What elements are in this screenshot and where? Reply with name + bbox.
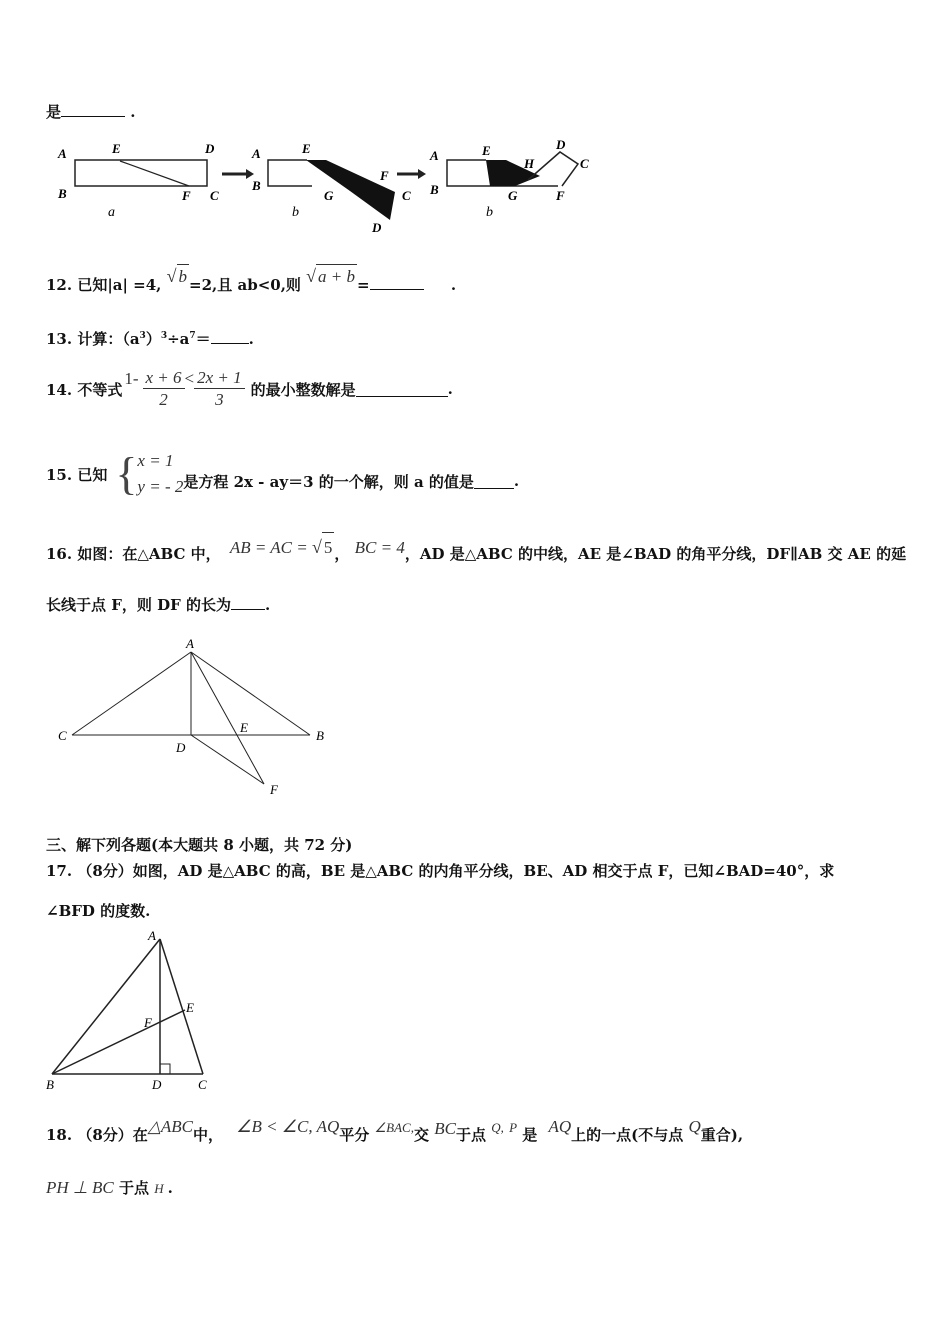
q18-point-h: H [154, 1181, 164, 1196]
q16-comma: ， [334, 545, 350, 563]
q18-condition: ∠B < ∠C, AQ [236, 1117, 340, 1136]
q18-prefix: 18. （8分）在 [46, 1126, 148, 1144]
q12-eq: = [357, 276, 370, 294]
question-16-line2 [46, 594, 270, 615]
caption-b: b [292, 205, 299, 220]
label-a-E: E [112, 141, 121, 156]
seg-AB [52, 939, 160, 1074]
fig17-label-D: D [152, 1077, 162, 1092]
q16-expr-ab-ac: AB = AC = √ 5 [230, 538, 335, 557]
q14-one: 1- [124, 369, 139, 388]
figure-17 [40, 924, 230, 1092]
answer-blank [231, 595, 265, 610]
fig17-label-A: A [148, 928, 156, 943]
q13-exp: 3 [139, 331, 146, 341]
label-b-A: A [252, 146, 261, 161]
q18-rest: 上的一点(不与点 [571, 1126, 684, 1144]
right-angle-mark [160, 1064, 170, 1074]
q15-prefix: 15. 已知 [46, 465, 108, 484]
q18-aq: AQ [548, 1117, 572, 1136]
question-12 [46, 266, 457, 297]
q14-frac1-den: 2 [159, 389, 168, 409]
q13-close: ） [145, 330, 161, 348]
question-17-line2: ∠BFD 的度数. [46, 902, 151, 920]
q12-prefix: 12. 已知|a| =4, [46, 276, 162, 294]
q16-sqrt-5: 5 [322, 532, 335, 563]
answer-blank [474, 474, 514, 489]
q18-point-q2: Q [688, 1117, 701, 1136]
q12-radicand-ab: a + b [316, 264, 357, 289]
q18-chonghe: 重合), [700, 1126, 744, 1144]
label-a-F: F [182, 188, 191, 203]
question-18-line2 [46, 1176, 173, 1201]
fold-line-a [120, 161, 189, 186]
label-c-H: H [524, 156, 535, 171]
fig17-label-B: B [46, 1077, 54, 1092]
answer-blank [370, 275, 424, 290]
top-line-text: 是 [46, 103, 62, 121]
question-17-line1: 17. （8分）如图，AD 是△ABC 的高，BE 是△ABC 的内角平分线，BE、AD 相交于点 F，已知∠BAD=40°，求 [46, 862, 835, 880]
seg-AC [72, 652, 191, 735]
fig17-label-F: F [144, 1015, 152, 1030]
q16-prefix: 16. 如图：在△ABC 中， [46, 545, 221, 563]
q18-pingfen: 平分 [339, 1126, 370, 1144]
rect-b [268, 160, 312, 186]
q14-prefix: 14. 不等式 [46, 380, 123, 399]
period: . [130, 103, 136, 121]
caption-a: a [108, 205, 115, 220]
period: . [447, 380, 453, 398]
label-b-F: F [380, 168, 389, 183]
question-15 [46, 446, 519, 502]
q12-mid: =2,且 ab<0,则 [189, 276, 301, 294]
answer-blank [356, 382, 448, 397]
q16-expr-bc: BC = 4 [354, 538, 405, 557]
seg-DF [191, 735, 264, 784]
rect-a [75, 160, 207, 186]
period: . [167, 1179, 173, 1197]
period: . [450, 276, 457, 294]
label-c-F: F [556, 188, 565, 203]
q18-angle-bac: ∠BAC, [374, 1120, 414, 1135]
q15-system [137, 448, 183, 500]
q18-triangle: △ABC [147, 1117, 193, 1136]
fig17-label-C: C [198, 1077, 207, 1092]
question-14 [46, 364, 453, 414]
q15-row2: y = - 2 [137, 477, 184, 496]
q14-frac2-num: 2x + 1 [194, 368, 245, 389]
q18-yudian: 于点 [455, 1126, 486, 1144]
arrow-2-head [418, 169, 426, 179]
fig16-label-D: D [176, 740, 186, 755]
fig16-label-B: B [316, 728, 324, 743]
label-a-C: C [210, 188, 219, 203]
question-13 [46, 328, 254, 349]
fig16-label-C: C [58, 728, 67, 743]
q13-prefix: 13. 计算：（a [46, 330, 140, 348]
q18-yudian2: 于点 [118, 1179, 149, 1197]
fig16-label-E: E [240, 720, 248, 735]
period: . [248, 330, 254, 348]
caption-c: b [486, 205, 493, 220]
label-c-E: E [482, 143, 491, 158]
q14-fraction-2 [194, 368, 245, 411]
q12-radicand-b: b [177, 264, 190, 289]
q12-sqrt-b: √ b [167, 267, 189, 286]
q15-suffix: 是方程 2x - ay＝3 的一个解，则 a 的值是 [183, 472, 474, 491]
q12-sqrt-ab: √ a + b [306, 267, 357, 286]
q16-m1: AB = AC = [229, 538, 312, 557]
label-b-G: G [324, 188, 334, 203]
label-c-C: C [580, 156, 589, 171]
q14-less-than: < [184, 369, 195, 388]
question-18 [46, 1118, 743, 1153]
fig16-label-A: A [186, 636, 194, 651]
label-c-B: B [430, 182, 439, 197]
label-b-B: B [252, 178, 261, 193]
q13-div: ÷a [167, 330, 190, 348]
seg-AB [191, 652, 310, 735]
period: . [264, 596, 271, 614]
section-3-title: 三、解下列各题(本大题共 8 小题，共 72 分) [46, 836, 353, 854]
label-a-D: D [205, 141, 215, 156]
question-16 [46, 538, 906, 569]
period: . [513, 472, 520, 490]
q16-line2: 长线于点 F，则 DF 的长为 [46, 596, 231, 614]
q18-shi: 是 [522, 1126, 538, 1144]
label-b-C: C [402, 188, 411, 203]
fig17-label-E: E [186, 1000, 194, 1015]
q15-row1: x = 1 [137, 451, 174, 470]
q13-exp7: 7 [189, 331, 196, 341]
seg-AF [191, 652, 264, 784]
answer-blank [211, 329, 249, 344]
q18-zhong: 中， [192, 1126, 223, 1144]
q14-suffix: 的最小整数解是 [250, 380, 356, 399]
q15-brace: { [115, 448, 138, 499]
label-a-B: B [58, 186, 67, 201]
label-c-D: D [556, 137, 566, 152]
flap-c [528, 152, 578, 186]
q14-frac1-num: x + 6 [143, 368, 185, 389]
q13-eq: ＝ [195, 330, 211, 348]
q18-point-p: P [509, 1120, 518, 1135]
q14-frac2-den: 3 [215, 389, 224, 409]
q18-bc: BC [434, 1119, 456, 1138]
label-b-D: D [372, 220, 382, 235]
q18-jiao: 交 [413, 1126, 429, 1144]
label-c-G: G [508, 188, 518, 203]
q16-suffix: ，AD 是△ABC 的中线，AE 是∠BAD 的角平分线，DF∥AB 交 AE 的延 [404, 545, 907, 563]
label-c-A: A [430, 148, 439, 163]
fig16-label-F: F [270, 782, 278, 797]
top-line [46, 101, 135, 122]
q18-ph-perp-bc: PH ⊥ BC [46, 1178, 114, 1197]
seg-AC [160, 939, 203, 1074]
q13-exp-outer: 3 [160, 331, 168, 341]
folding-figure [50, 136, 610, 240]
label-a-A: A [58, 146, 67, 161]
q14-fraction-1 [143, 368, 185, 411]
answer-blank [61, 102, 125, 117]
label-b-E: E [302, 141, 311, 156]
figure-16 [50, 632, 350, 802]
q18-point-q: Q, [491, 1120, 504, 1135]
